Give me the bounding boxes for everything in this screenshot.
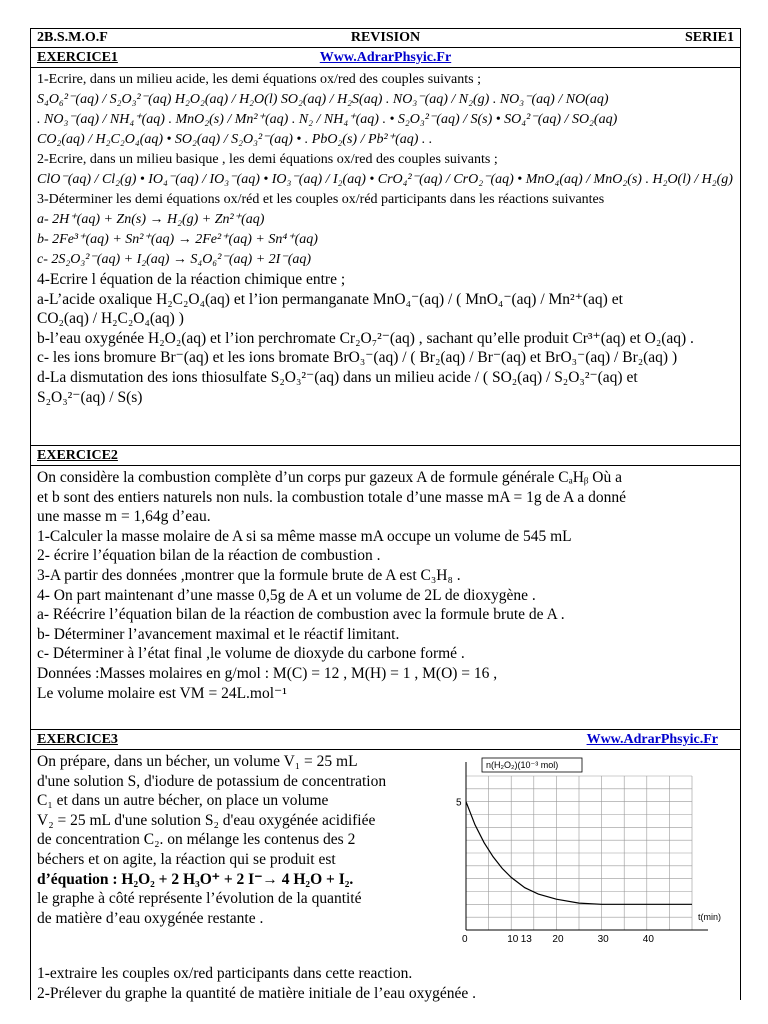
ex3-line: d’équation : H₂O₂ + 2 H₃O⁺ + 2 I⁻→ 4 H₂O + I₂. xyxy=(37,870,354,888)
series-label: SERIE1 xyxy=(684,30,734,45)
ex3-title-bar xyxy=(30,730,741,750)
ex2-line: 1-Calculer la masse molaire de A si sa même masse mA occupe un volume de 545 mL xyxy=(37,527,572,545)
ex1-line: CO₂(aq) / H₂C₂O₄(aq) • SO₂(aq) / S₂O₃²⁻(aq) • . PbO₂(s) / Pb²⁺(aq) . . xyxy=(37,132,433,147)
ex2-line: 3-A partir des données ,montrer que la formule brute de A est C₃H₈ . xyxy=(37,566,461,584)
ex2-line: et b sont des entiers naturels non nuls. la combustion totale d’une masse mA = 1g de A a donné xyxy=(37,488,627,506)
ex3-line: V₂ = 25 mL d'une solution S₂ d'eau oxygénée acidifiée xyxy=(37,811,376,829)
ex2-line: 4- On part maintenant d’une masse 0,5g de A et un volume de 2L de dioxygène . xyxy=(37,586,536,604)
ex1-line: b- 2Fe³⁺(aq) + Sn²⁺(aq) → 2Fe²⁺(aq) + Sn⁴⁺(aq) xyxy=(37,232,318,247)
ex3-line: de concentration C₂. on mélange les contenus des 2 xyxy=(37,831,356,849)
ex2-line: On considère la combustion complète d’un corps pur gazeux A de formule générale CₐHᵦ Où a xyxy=(37,469,622,486)
ex2-title: EXERCICE2 xyxy=(37,447,118,463)
ex1-line: b-l’eau oxygénée H₂O₂(aq) et l’ion perchromate Cr₂O₇²⁻(aq) , sachant qu’elle produit Cr³⁺(aq) et O₂(aq) . xyxy=(37,329,694,347)
ex2-line: Données :Masses molaires en g/mol : M(C) = 12 , M(H) = 1 , M(O) = 16 , xyxy=(37,664,498,682)
h2o2-chart xyxy=(452,754,734,964)
ex1-line: . NO₃⁻(aq) / NH₄⁺(aq) . MnO₂(s) / Mn²⁺(aq) . N₂ / NH₄⁺(aq) . • S₂O₃²⁻(aq) / S(s) • SO₄²⁻(aq) / SO₂(aq) xyxy=(37,112,618,127)
ex1-line: a-L’acide oxalique H₂C₂O₄(aq) et l’ion permanganate MnO₄⁻(aq) / ( MnO₄⁻(aq) / Mn²⁺(aq) et xyxy=(37,290,623,308)
ex2-body xyxy=(30,466,741,730)
y-tick-label: 5 xyxy=(456,797,462,809)
header-bar xyxy=(30,28,741,48)
ex3-text xyxy=(37,752,446,964)
ex1-line: 2-Ecrire, dans un milieu basique , les demi équations ox/red des couples suivants ; xyxy=(37,152,498,167)
x-tick-label: 0 xyxy=(462,934,468,945)
page-title: REVISION xyxy=(350,30,421,45)
ex3-line: 2-Prélever du graphe la quantité de matière initiale de l’eau oxygénée . xyxy=(37,984,476,1002)
ex2-line: a- Réécrire l’équation bilan de la réaction de combustion avec la formule brute de A . xyxy=(37,606,565,624)
ex3-line: On prépare, dans un bécher, un volume V₁ = 25 mL xyxy=(37,753,358,770)
x-tick-label: 10 xyxy=(507,934,519,945)
ex1-site-link[interactable]: Www.AdrarPhsyic.Fr xyxy=(319,49,452,65)
ex3-line: béchers et on agite, la réaction qui se produit est xyxy=(37,850,336,868)
ex3-line: le graphe à côté représente l’évolution de la quantité xyxy=(37,890,362,908)
ex3-top xyxy=(37,752,734,964)
ex3-body xyxy=(30,750,741,1000)
ex1-line: a- 2H⁺(aq) + Zn(s) → H₂(g) + Zn²⁺(aq) xyxy=(37,212,265,227)
ex3-line: C₁ et dans un autre bécher, on place un volume xyxy=(37,792,329,810)
ex1-line: c- 2S₂O₃²⁻(aq) + I₂(aq) → S₄O₆²⁻(aq) + 2I⁻(aq) xyxy=(37,252,312,267)
x-tick-label: 40 xyxy=(642,934,654,945)
x-axis-label: t(min) xyxy=(698,912,721,922)
ex1-line: 4-Ecrire l équation de la réaction chimique entre ; xyxy=(37,271,346,288)
ex1-line: d-La dismutation des ions thiosulfate S₂O₃²⁻(aq) dans un milieu acide / ( SO₂(aq) / S₂O₃²⁻(aq) et xyxy=(37,368,638,386)
ex1-line: ClO⁻(aq) / Cl₂(g) • IO₄⁻(aq) / IO₃⁻(aq) • IO₃⁻(aq) / I₂(aq) • CrO₄²⁻(aq) / CrO₂⁻(aq) • MnO₄(aq) / MnO₂(s) . H₂O(l) / H₂(g) xyxy=(37,172,733,187)
ex1-line: c- les ions bromure Br⁻(aq) et les ions bromate BrO₃⁻(aq) / ( Br₂(aq) / Br⁻(aq) et BrO₃⁻(aq) / Br₂(aq) ) xyxy=(37,349,678,367)
ex3-line: d'une solution S, d'iodure de potassium de concentration xyxy=(37,772,387,790)
ex1-line: S₄O₆²⁻(aq) / S₂O₃²⁻(aq) H₂O₂(aq) / H₂O(l) SO₂(aq) / H₂S(aq) . NO₃⁻(aq) / N₂(g) . NO₃⁻(aq) / NO(aq) xyxy=(37,92,609,107)
ex1-body xyxy=(30,68,741,446)
h2o2-graph xyxy=(452,754,734,964)
ex1-line: CO₂(aq) / H₂C₂O₄(aq) ) xyxy=(37,310,184,328)
x-tick-label: 20 xyxy=(552,934,564,945)
ex2-line: c- Déterminer à l’état final ,le volume de dioxyde du carbone formé . xyxy=(37,645,465,663)
ex3-line: 1-extraire les couples ox/red participants dans cette reaction. xyxy=(37,965,413,982)
ex1-line: S₂O₃²⁻(aq) / S(s) xyxy=(37,388,143,406)
ex3-line: de matière d’eau oxygénée restante . xyxy=(37,909,264,927)
ex3-site-link[interactable]: Www.AdrarPhsyic.Fr xyxy=(586,731,718,747)
ex2-line: une masse m = 1,64g d’eau. xyxy=(37,508,211,526)
worksheet xyxy=(30,28,741,1000)
ex1-line: 3-Déterminer les demi équations ox/réd et les couples ox/réd participants dans les réactions suivantes xyxy=(37,192,605,207)
ex2-title-bar xyxy=(30,446,741,466)
x-tick-label: 13 xyxy=(520,934,532,945)
ex2-line: b- Déterminer l’avancement maximal et le réactif limitant. xyxy=(37,625,400,643)
y-axis-label: n(H₂O₂)(10⁻³ mol) xyxy=(486,760,559,770)
class-label: 2B.S.M.O.F xyxy=(37,30,108,45)
ex2-line: 2- écrire l’équation bilan de la réaction de combustion . xyxy=(37,547,381,565)
ex1-line: 1-Ecrire, dans un milieu acide, les demi équations ox/red des couples suivants ; xyxy=(37,72,481,87)
ex1-title: EXERCICE1 xyxy=(37,49,118,65)
x-tick-label: 30 xyxy=(597,934,609,945)
ex3-title: EXERCICE3 xyxy=(37,731,118,747)
ex2-line: Le volume molaire est VM = 24L.mol⁻¹ xyxy=(37,684,287,702)
ex1-title-bar xyxy=(30,48,741,68)
